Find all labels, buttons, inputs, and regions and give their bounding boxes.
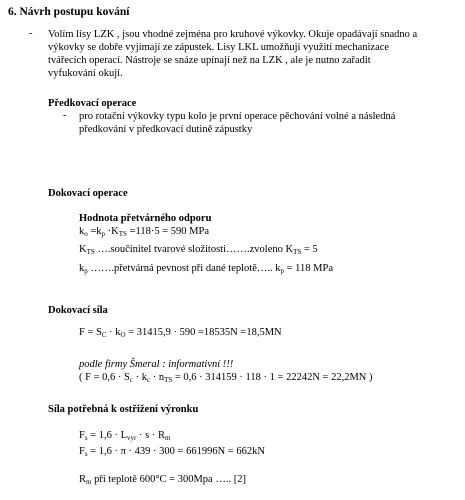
section-title: 6. Návrh postupu kování — [8, 6, 130, 18]
formula-fs-general: $F_s = 1,6 \cdot L_{vyr} \cdot s \cdot R_m$ — [79, 430, 171, 442]
ostrizeni-title: Síla potřebná k ostřižení výronku — [48, 404, 199, 415]
formula-kts: $K_{TS}$ ….součinitel tvarové složitosti…….zvoleno $K_{TS} = 5$ — [79, 244, 318, 256]
formula-force-smeral: ( $F = 0,6 \cdot S_c \cdot k_c \cdot n_{TS} = 0,6 \cdot 314159 \cdot 118 \cdot 1 = 22242N = 22,2MN$ ) — [79, 372, 373, 384]
intro-line-3: tvářecích operací. Nástroje se snáze upínají než na LZK , ale je nutno zařadit — [48, 55, 371, 66]
smeral-note: podle firmy Šmeral : informativní !!! — [79, 359, 234, 370]
formula-fs-value: $F_s = 1,6 \cdot \pi \cdot 439 \cdot 300 = 661996N = 662kN$ — [79, 446, 265, 458]
predkovaci-line-2: předkování v předkovací dutině zápustky — [79, 124, 253, 135]
intro-bullet: - — [29, 28, 33, 39]
intro-line-2: výkovky se dobře vyjímají ze zápustek. Lisy LKL umožňují využití mechanizace — [48, 42, 390, 53]
predkovaci-bullet: - — [63, 110, 67, 121]
odpor-title: Hodnota přetvárného odporu — [79, 213, 212, 224]
intro-line-4: vyfukování okují. — [48, 68, 123, 79]
dokovaci-sila-title: Dokovací síla — [48, 305, 108, 316]
dokovaci-title: Dokovací operace — [48, 188, 128, 199]
formula-kp: $k_p$ …….přetvárná pevnost při dané teplotě….. $k_p = 118$ MPa — [79, 263, 333, 275]
formula-ko: $k_o =k_p \cdot K_{TS} =118\cdot 5 = 590$ MPa — [79, 226, 209, 238]
predkovaci-line-1: pro rotační výkovky typu kolo je první operace pěchování volné a následná — [79, 111, 396, 122]
intro-line-1: Volím lisy LZK , jsou vhodné zejména pro kruhové výkovky. Okuje opadávají snadno a — [48, 29, 418, 40]
predkovaci-title: Předkovací operace — [48, 98, 137, 109]
formula-rm: $R_m$ při teplotě 600°C = 300Mpa ….. [2] — [79, 474, 246, 486]
formula-force: $F = S_C \cdot k_O = 31415,9 \cdot 590 =18535N =18,5MN$ — [79, 327, 282, 339]
